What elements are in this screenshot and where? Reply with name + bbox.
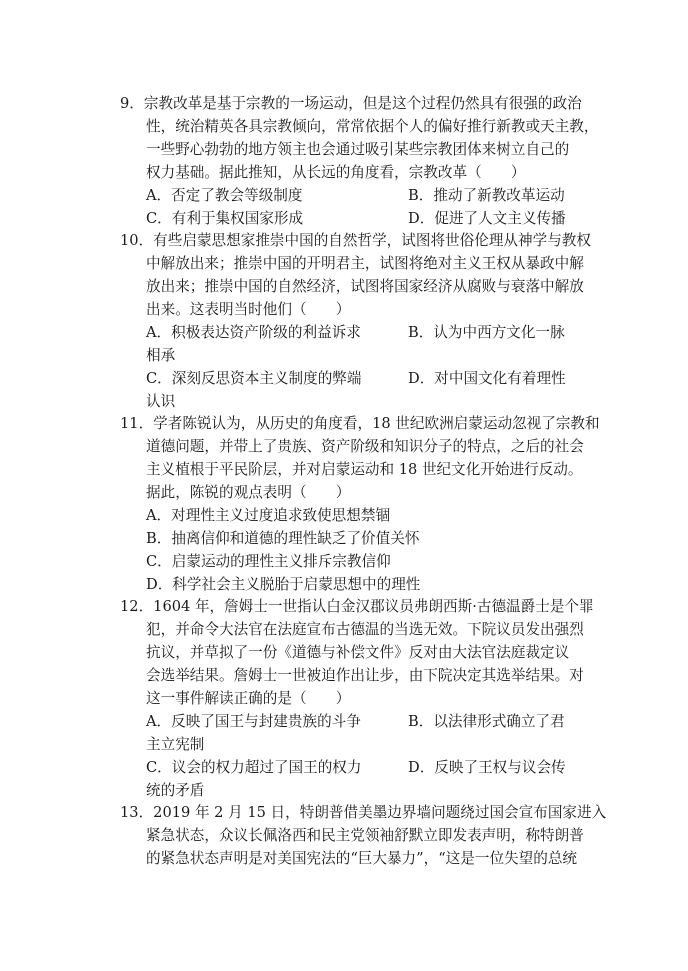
question-13-line-2: 紧急状态，众议长佩洛西和民主党领袖舒默立即发表声明，称特朗普 — [146, 827, 584, 844]
option-b[interactable]: B．抽离信仰和道德的理性缺乏了价值关怀 — [146, 530, 420, 547]
option-b[interactable]: B．以法律形式确立了君 — [408, 713, 565, 730]
question-11-line-3: 主义植根于平民阶层，并对启蒙运动和 18 世纪文化开始进行反动。 — [146, 461, 583, 478]
question-9-line-3: 一些野心勃勃的地方领主也会通过吸引某些宗教团体来树立自己的 — [146, 141, 570, 158]
question-11-line-1 — [120, 413, 600, 435]
option-c[interactable]: C．启蒙运动的理性主义排斥宗教信仰 — [146, 553, 391, 570]
question-text: 宗教改革是基于宗教的一场运动，但是这个过程仍然具有很强的政治 — [143, 95, 582, 112]
option-a[interactable]: A．对理性主义过度追求致使思想禁锢 — [146, 507, 391, 524]
question-12-line-5: 这一事件解读正确的是（ ） — [146, 690, 351, 707]
question-11-line-4: 据此，陈锐的观点表明（ ） — [146, 484, 351, 501]
option-a[interactable]: A．反映了国王与封建贵族的斗争 — [146, 713, 361, 730]
question-13-line-3: 的紧急状态声明是对美国宪法的“巨大暴力”，“这是一位失望的总统 — [146, 850, 578, 867]
question-12-line-1 — [120, 596, 594, 618]
question-text: 学者陈锐认为，从历史的角度看，18 世纪欧洲启蒙运动忽视了宗教和 — [153, 415, 600, 432]
option-d-continued[interactable]: 认识 — [146, 393, 176, 410]
question-12-line-2: 犯，并命令大法官在法庭宣布古德温的当选无效。下院议员发出强烈 — [146, 621, 584, 638]
question-number: 13． — [120, 804, 154, 821]
question-10-line-3: 放出来；推崇中国的自然经济，试图将国家经济从腐败与衰落中解放 — [146, 278, 584, 295]
option-d[interactable]: D．科学社会主义脱胎于启蒙思想中的理性 — [146, 576, 421, 593]
question-text: 有些启蒙思想家推崇中国的自然哲学，试图将世俗伦理从神学与教权 — [153, 232, 591, 249]
option-a[interactable]: A．否定了教会等级制度 — [146, 187, 303, 204]
question-number: 10． — [120, 232, 154, 249]
option-d[interactable]: D．对中国文化有着理性 — [408, 370, 566, 387]
question-number: 9． — [120, 95, 144, 112]
option-c[interactable]: C．议会的权力超过了国王的权力 — [146, 759, 362, 776]
option-a[interactable]: A．积极表达资产阶级的利益诉求 — [146, 324, 361, 341]
option-c[interactable]: C．有利于集权国家形成 — [146, 210, 304, 227]
question-9-line-2: 性，统治精英各具宗教倾向，常常依据个人的偏好推行新教或天主教， — [146, 118, 599, 135]
option-c[interactable]: C．深刻反思资本主义制度的弊端 — [146, 370, 362, 387]
option-b-continued[interactable]: 主立宪制 — [146, 736, 205, 753]
question-9-line-1 — [120, 93, 582, 115]
question-10-line-1 — [120, 230, 591, 252]
question-number: 12． — [120, 598, 154, 615]
question-number: 11． — [120, 415, 154, 432]
question-10-line-4: 出来。这表明当时他们（ ） — [146, 301, 351, 318]
option-d-continued[interactable]: 统的矛盾 — [146, 782, 205, 799]
question-10-line-2: 中解放出来；推崇中国的开明君主，试图将绝对主义王权从暴政中解 — [146, 255, 584, 272]
question-12-line-4: 会选举结果。詹姆士一世被迫作出让步，由下院决定其选举结果。对 — [146, 667, 584, 684]
question-9-line-4: 权力基础。据此推知，从长远的角度看，宗教改革（ ） — [146, 164, 526, 181]
question-text: 1604 年，詹姆士一世指认白金汉郡议员弗朗西斯·古德温爵士是个罪 — [153, 598, 594, 615]
option-d[interactable]: D．促进了人文主义传播 — [408, 210, 566, 227]
option-b[interactable]: B．认为中西方文化一脉 — [408, 324, 565, 341]
question-11-line-2: 道德问题，并带上了贵族、资产阶级和知识分子的特点，之后的社会 — [146, 438, 584, 455]
question-12-line-3: 抗议，并草拟了一份《道德与补偿文件》反对由大法官法庭裁定议 — [146, 644, 570, 661]
question-13-line-1 — [120, 802, 606, 824]
question-text: 2019 年 2 月 15 日，特朗普借美墨边界墙问题绕过国会宣布国家进入 — [153, 804, 607, 821]
option-b-continued[interactable]: 相承 — [146, 347, 176, 364]
option-d[interactable]: D．反映了王权与议会传 — [408, 759, 566, 776]
option-b[interactable]: B．推动了新教改革运动 — [408, 187, 565, 204]
